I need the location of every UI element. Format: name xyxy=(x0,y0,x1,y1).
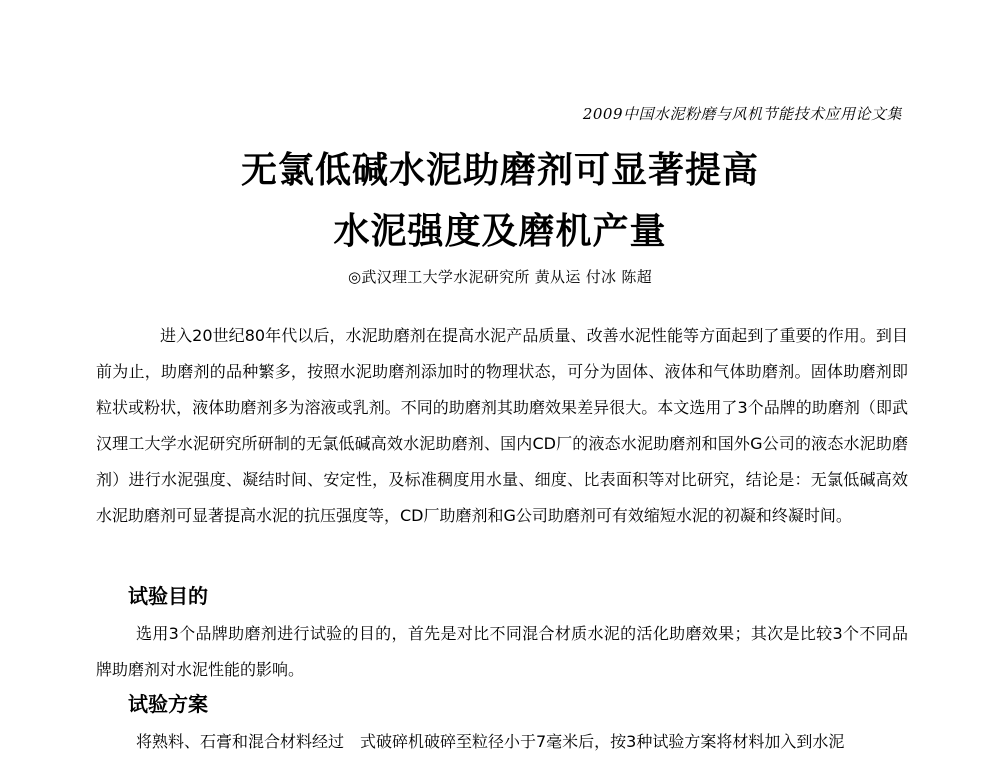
intro-paragraph: 进入20世纪80年代以后，水泥助磨剂在提高水泥产品质量、改善水泥性能等方面起到了重要的作用。到目前为止，助磨剂的品种繁多，按照水泥助磨剂添加时的物理状态，可分为固体、液体和气体助磨剂。固体助磨剂即粒状或粉状，液体助磨剂多为溶液或乳剂。不同的助磨剂其助磨效果差异很大。本文选用了3个品牌的助磨剂（即武汉理工大学水泥研究所研制的无氯低碱高效水泥助磨剂、国内CD厂的液态水泥助磨剂和国外G公司的液态水泥助磨剂）进行水泥强度、凝结时间、安定性，及标准稠度用水量、细度、比表面积等对比研究，结论是：无氯低碱高效水泥助磨剂可显著提高水泥的抗压强度等，CD厂助磨剂和G公司助磨剂可有效缩短水泥的初凝和终凝时间。 xyxy=(96,326,908,525)
running-header: 2009中国水泥粉磨与风机节能技术应用论文集 xyxy=(582,105,902,123)
author-line: ◎武汉理工大学水泥研究所 黄从运 付冰 陈超 xyxy=(348,268,652,286)
scheme-paragraph: 将熟料、石膏和混合材料经过 式破碎机破碎至粒径小于7毫米后，按3种试验方案将材料加入到水泥 xyxy=(136,732,845,751)
purpose-paragraph: 选用3个品牌助磨剂进行试验的目的，首先是对比不同混合材质水泥的活化助磨效果；其次是比较3个不同品牌助磨剂对水泥性能的影响。 xyxy=(96,624,908,679)
section-heading-purpose: 试验目的 xyxy=(128,584,208,608)
article-title-line-2: 水泥强度及磨机产量 xyxy=(333,211,667,252)
section-heading-scheme: 试验方案 xyxy=(128,692,208,716)
article-title-line-1: 无氯低碱水泥助磨剂可显著提高 xyxy=(240,150,759,191)
